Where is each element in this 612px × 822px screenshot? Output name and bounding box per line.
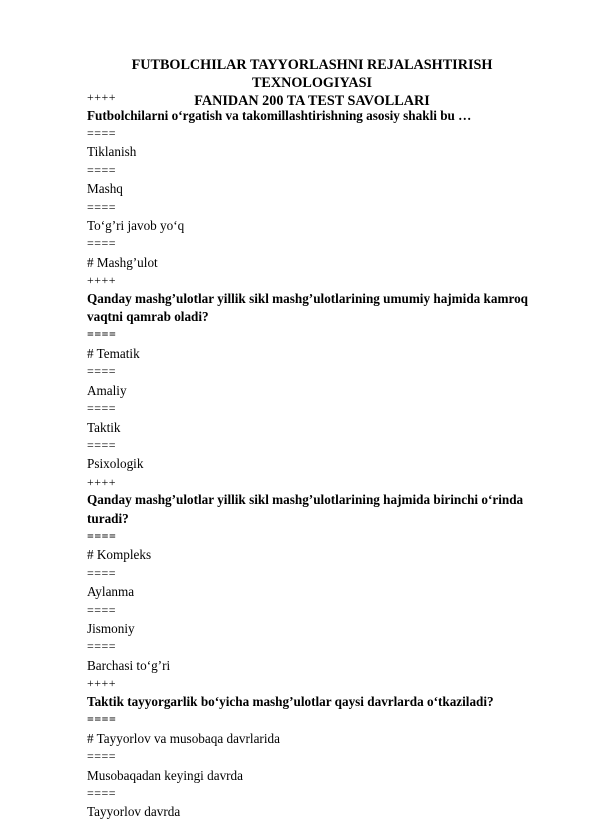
separator-marker: ++++ bbox=[87, 676, 117, 691]
separator-marker: ==== bbox=[87, 162, 117, 177]
correct-answer-option: # Tematik bbox=[87, 345, 140, 361]
answer-option: Aylanma bbox=[87, 584, 135, 600]
separator-marker: ==== bbox=[87, 364, 117, 379]
correct-answer-option: # Kompleks bbox=[87, 547, 152, 563]
separator-marker: ==== bbox=[87, 712, 117, 727]
question-text: Qanday mashg’ulotlar yillik sikl mashg’ulotlarining hajmida birinchi o‘rinda turadi? bbox=[87, 492, 524, 526]
separator-marker: ==== bbox=[87, 199, 117, 214]
separator-marker: ==== bbox=[87, 749, 117, 763]
correct-answer-option: # Mashg’ulot bbox=[87, 254, 158, 270]
separator-marker: ==== bbox=[87, 236, 117, 251]
question-text: Qanday mashg’ulotlar yillik sikl mashg’ulotlarining umumiy hajmida kamroq vaqtni qamrab oladi? bbox=[87, 290, 529, 325]
separator-marker: ==== bbox=[87, 437, 117, 452]
answer-option: Amaliy bbox=[87, 382, 127, 398]
answer-option: Psixologik bbox=[87, 456, 144, 472]
answer-option: Tiklanish bbox=[87, 144, 137, 160]
title-line-2: FANIDAN 200 TA TEST SAVOLLARI bbox=[194, 93, 430, 109]
answer-option: Musobaqadan keyingi davrda bbox=[87, 767, 244, 783]
separator-marker: ++++ bbox=[87, 474, 117, 489]
answer-option: Taktik bbox=[87, 419, 121, 435]
separator-marker: ==== bbox=[87, 785, 117, 800]
answer-option: Barchasi to‘g’ri bbox=[87, 657, 171, 673]
answer-option: Jismoniy bbox=[87, 621, 135, 637]
answer-option: To‘g’ri javob yo‘q bbox=[87, 218, 185, 234]
title-line-1: FUTBOLCHILAR TAYYORLASHNI REJALASHTIRISH TEXNOLOGIYASI bbox=[131, 57, 493, 91]
question-text: Futbolchilarni o‘rgatish va takomillashtirishning asosiy shakli bu … bbox=[87, 107, 472, 123]
separator-marker: ==== bbox=[87, 565, 117, 580]
separator-marker: ==== bbox=[87, 528, 117, 543]
question-text: Taktik tayyorgarlik bo‘yicha mashg’ulotlar qaysi davrlarda o‘tkaziladi? bbox=[87, 693, 494, 709]
answer-option: Tayyorlov davrda bbox=[87, 804, 181, 820]
separator-marker: ++++ bbox=[87, 273, 117, 288]
test-questions-list bbox=[87, 89, 557, 822]
answer-option: Mashq bbox=[87, 181, 123, 197]
separator-marker: ==== bbox=[87, 602, 117, 617]
separator-marker: ==== bbox=[87, 327, 117, 342]
separator-marker: ==== bbox=[87, 401, 117, 416]
correct-answer-option: # Tayyorlov va musobaqa davrlarida bbox=[87, 730, 280, 746]
separator-marker: ++++ bbox=[87, 90, 117, 104]
separator-marker: ==== bbox=[87, 125, 117, 140]
separator-marker: ==== bbox=[87, 639, 117, 654]
